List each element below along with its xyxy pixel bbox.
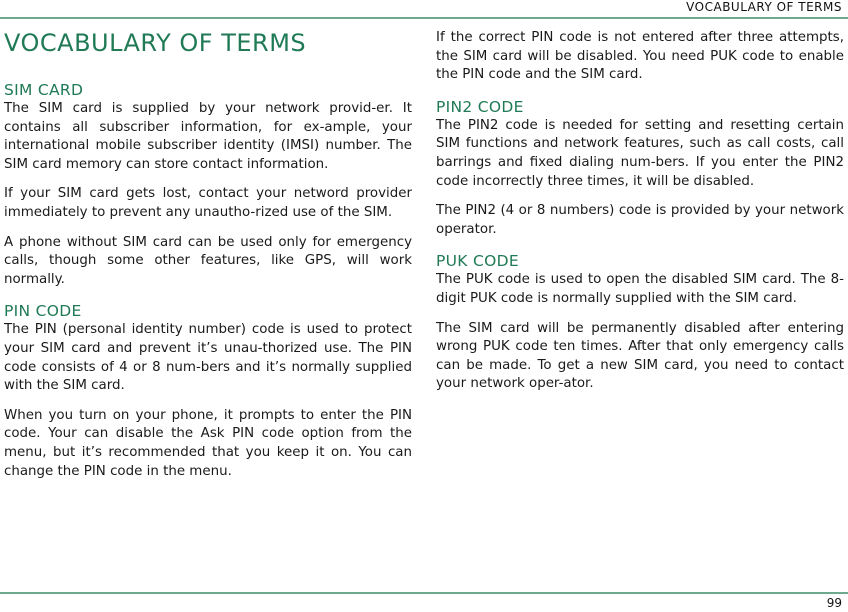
paragraph: A phone without SIM card can be used only for emergency calls, though some other features, like GPS, will work normally. (4, 234, 412, 287)
section-title: PUK CODE (436, 252, 519, 271)
bottom-rule (0, 592, 848, 594)
paragraph: If your SIM card gets lost, contact your netword provider immediately to prevent any unautho-rized use of the SIM. (4, 186, 412, 220)
paragraph: The PIN2 code is needed for setting and resetting certain SIM functions and network features, such as call costs, call barrings and fixed dialing num-bers. If you enter the PIN2 code incorrectly three times, it will be disabled. (436, 117, 844, 189)
section-title: PIN2 CODE (436, 97, 524, 116)
section-title: SIM CARD (4, 81, 84, 99)
section-sim-card (4, 80, 412, 289)
left-column (4, 80, 412, 481)
paragraph: The PUK code is used to open the disabled SIM card. The 8-digit PUK code is normally supplied with the SIM card. (436, 272, 844, 306)
paragraph: When you turn on your phone, it prompts to enter the PIN code. Your can disable the Ask PIN code option from the menu, but it’s recommended that you keep it on. You can change the PIN code in the menu. (4, 407, 412, 479)
right-column (436, 29, 844, 394)
paragraph: The SIM card will be permanently disabled after entering wrong PUK code ten times. After that only emergency calls can be made. To get a new SIM card, you need to contact your network oper-ator. (436, 320, 844, 392)
page-number: 99 (826, 596, 842, 610)
section-puk-code (436, 251, 844, 394)
section-pin-continued (436, 29, 844, 85)
running-header: VOCABULARY OF TERMS (686, 0, 842, 14)
paragraph: The PIN2 (4 or 8 numbers) code is provided by your network operator. (436, 203, 844, 237)
paragraph: The PIN (personal identity number) code is used to protect your SIM card and prevent it’s unau-thorized use. The PIN code consists of 4 or 8 num-bers and it’s normally supplied with the SIM card. (4, 322, 412, 394)
paragraph: If the correct PIN code is not entered after three attempts, the SIM card will be disabled. You need PUK code to enable the PIN code and the SIM card. (436, 30, 844, 83)
section-pin-code (4, 301, 412, 481)
paragraph: The SIM card is supplied by your network provid-er. It contains all subscriber information, for ex-ample, your international mobile subscriber identity (IMSI) number. The SIM card memory can store contact information. (4, 101, 412, 172)
section-title: PIN CODE (4, 302, 82, 321)
top-rule (0, 17, 848, 19)
section-pin2-code (436, 97, 844, 240)
page-title: VOCABULARY OF TERMS (4, 29, 307, 57)
